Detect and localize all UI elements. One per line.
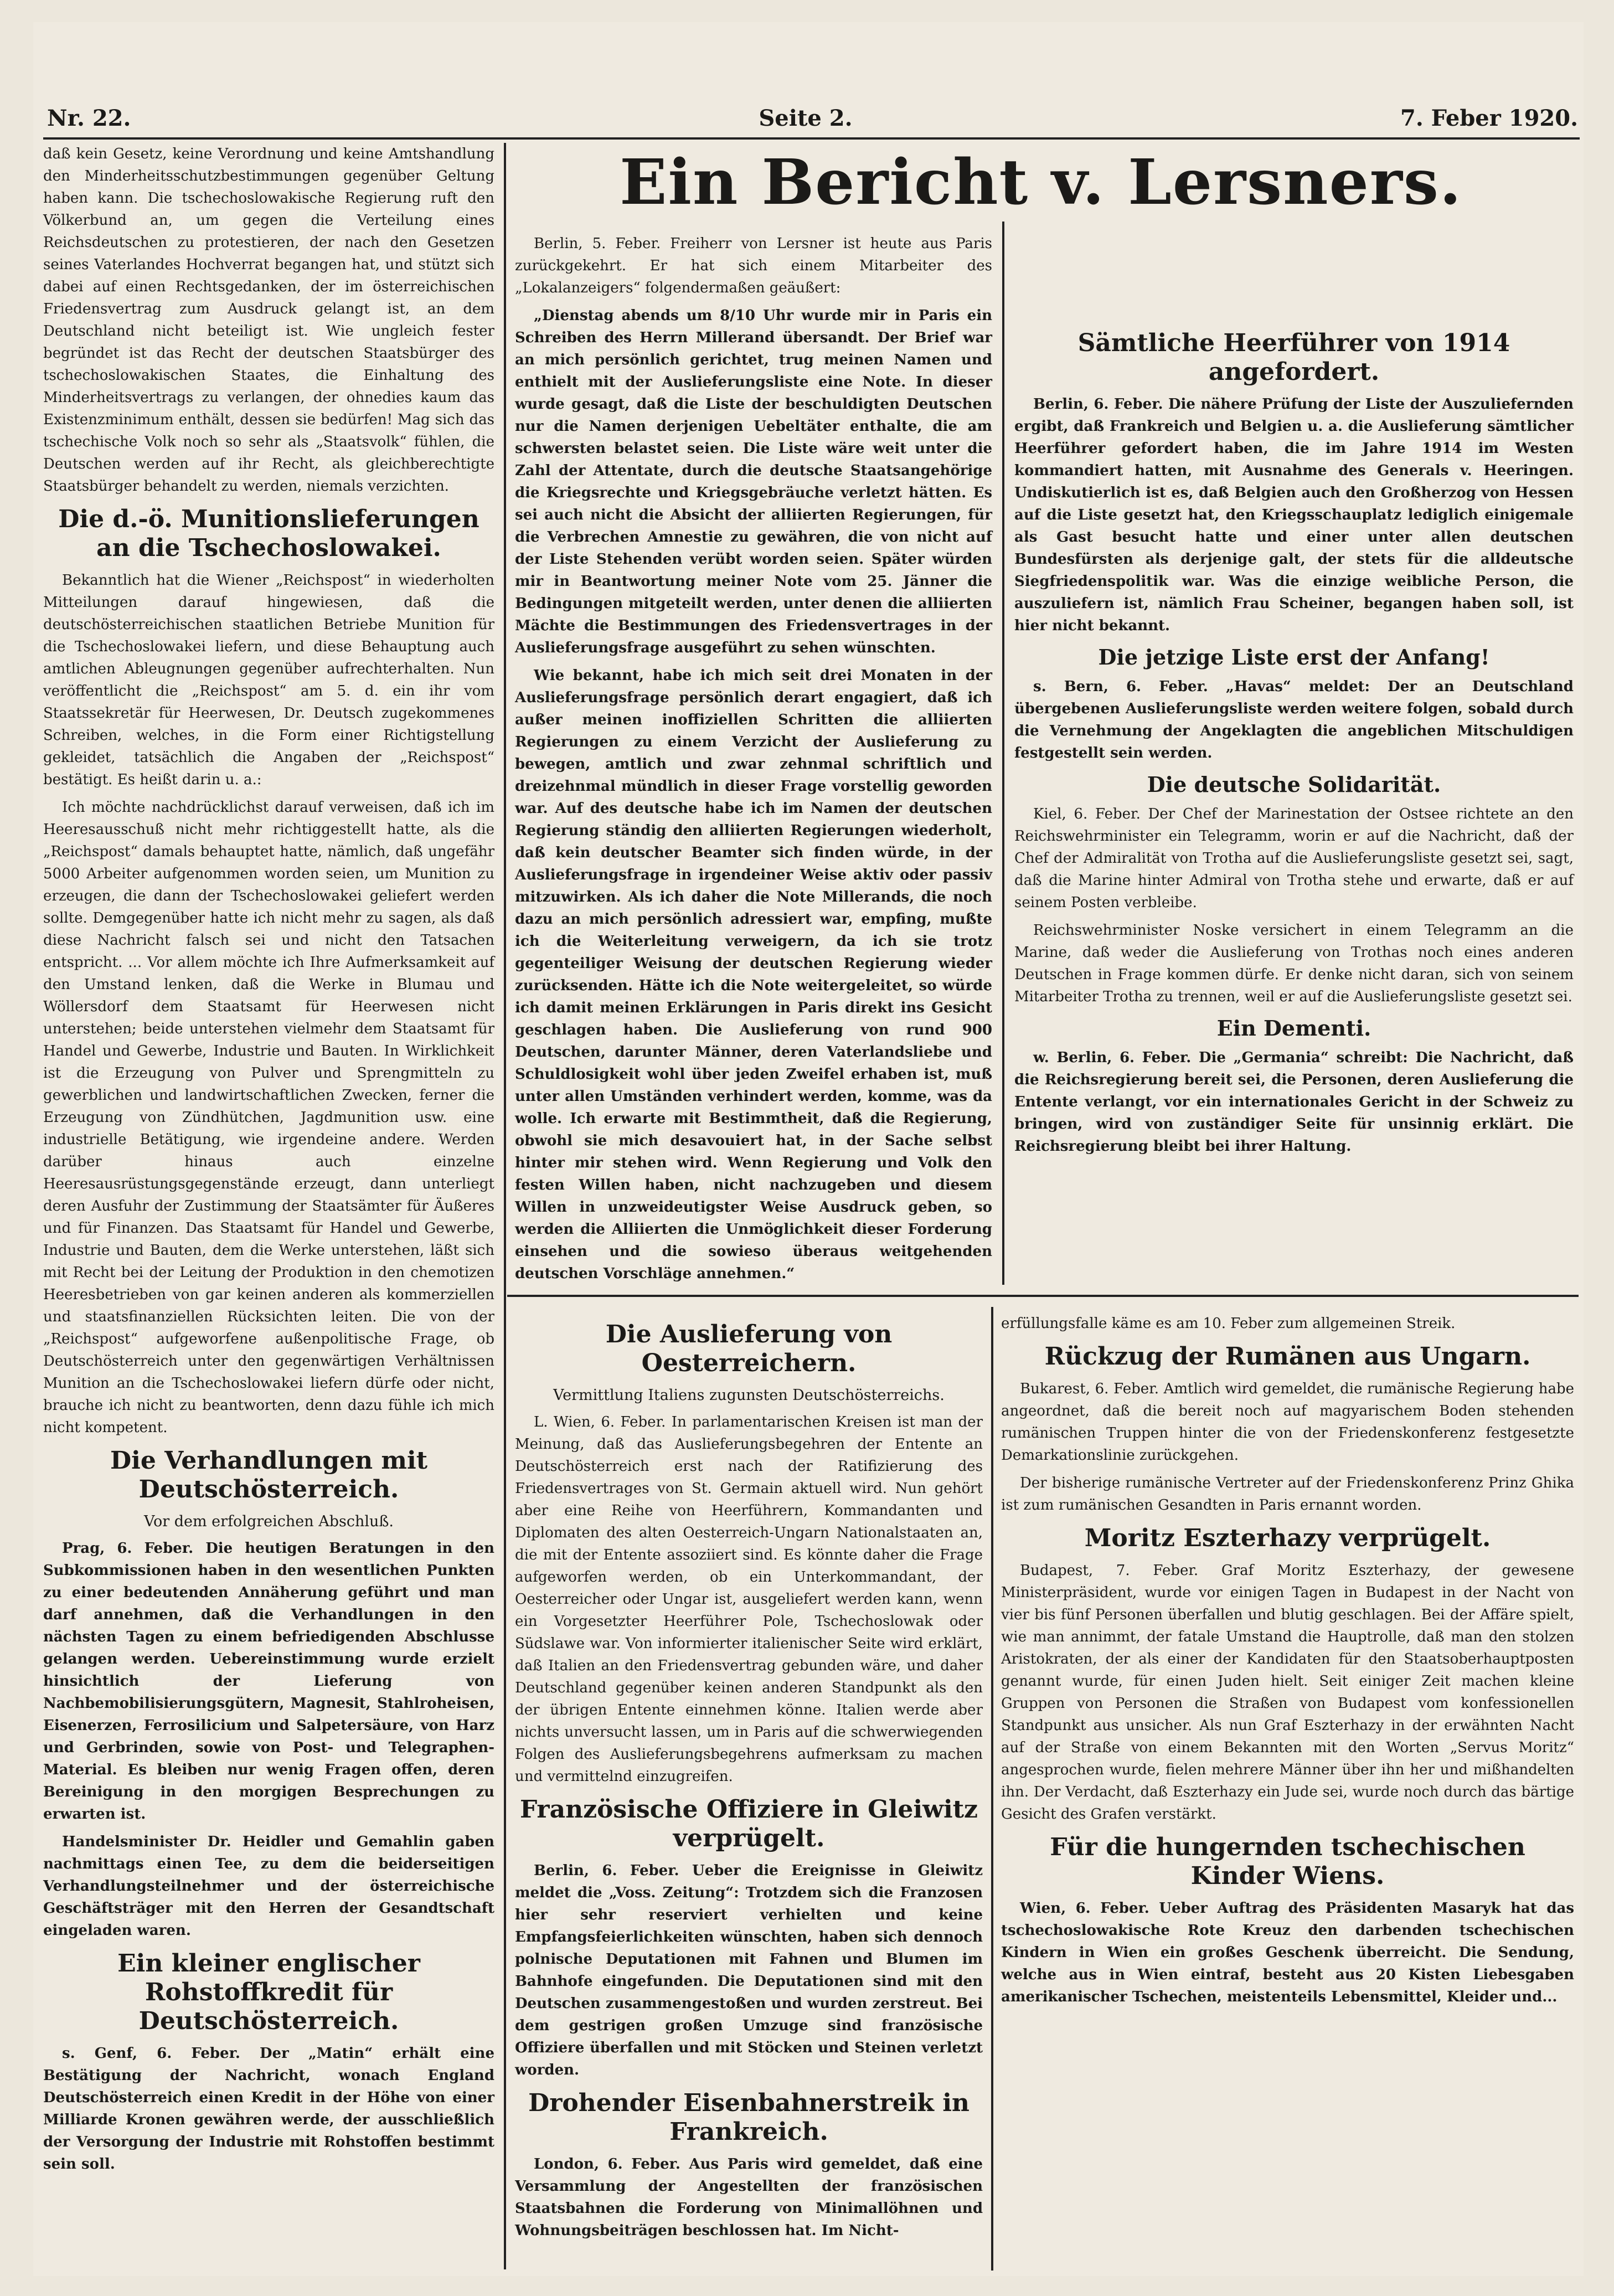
article-title-oesterreicher: Die Auslieferung von Oesterreichern. — [605, 1320, 893, 1377]
article-paragraph: s. Genf, 6. Feber. Der „Matin“ erhält eine Bestätigung der Nachricht, wonach England Deutschösterreich einen Kredit in der Höhe von einer Milliarde Kronen gewähren werde, der ausschließlich der Versorgung der Industrie mit Rohstoffen bestimmt sein soll. — [43, 2045, 494, 2173]
article-paragraph: Bekanntlich hat die Wiener „Reichspost“ in wiederholten Mitteilungen darauf hingewiesen, daß die deutschösterreichischen staatlichen Betriebe Munition für die Tschechoslowakei liefern, und diese Behauptung auch amtlichen Ableugnungen gegenüber aufrechterhalten. Nun veröffentlicht die „Reichspost“ am 5. d. ein ihr vom Staatssekretär für Heerwesen, Dr. Deutsch zugekommenes Schreiben, welches, in die Form einer Richtigstellung gekleidet, tatsächlich die Angaben der „Reichspost“ bestätigt. Es heißt darin u. a.: — [43, 572, 494, 788]
article-title-rumaenen: Rückzug der Rumänen aus Ungarn. — [1044, 1342, 1531, 1371]
article-title-liste: Die jetzige Liste erst der Anfang! — [1098, 645, 1490, 670]
article-subtitle: Vor dem erfolgreichen Abschluß. — [143, 1513, 394, 1530]
article-paragraph: Reichswehrminister Noske versichert in einem Telegramm an die Marine, daß weder die Auslieferung von Trothas noch eines anderen Deutschen in Frage kommen dürfe. Er denke nicht daran, sich von seinem Mitarbeiter Trotha zu trennen, weil er auf die Auslieferungsliste gesetzt sei. — [1014, 922, 1574, 1005]
article-title-gleiwitz: Französische Offiziere in Gleiwitz verprügelt. — [519, 1795, 978, 1852]
article-paragraph: Ich möchte nachdrücklichst darauf verweisen, daß ich im Heeresausschuß nicht mehr richtiggestellt hatte, als die „Reichspost“ damals behauptet hatte, nämlich, daß ungefähr 5000 Arbeiter aufgenommen worden seien, um Munition zu erzeugen, die dann der Tschechoslowakei geliefert werden sollte. Demgegenüber hatte ich nicht mehr zu sagen, als daß diese Nachricht falsch sei und nicht den Tatsachen entspricht. ... Vor allem möchte ich Ihre Aufmerksamkeit auf den Umstand lenken, daß die Werke in Blumau und Wöllersdorf dem Staatsamt für Heerwesen nicht unterstehen; beide unterstehen vielmehr dem Staatsamt für Handel und Gewerbe, Industrie und Bauten. In Wirklichkeit ist die Erzeugung von Pulver und Sprengmitteln zu gewerblichen und landwirtschaftlichen Zwecken, ferner die Erzeugung von Zündhütchen, Jagdmunition usw. eine industrielle Betätigung, wie irgendeine andere. Werden darüber hinaus auch einzelne Heeresausrüstungsgegenstände erzeugt, dann unterliegt deren Ausfuhr der Zustimmung der Staatsämter für Äußeres und für Finanzen. Das Staatsamt für Handel und Gewerbe, Industrie und Bauten, dem die Werke unterstehen, läßt sich mit Recht bei der Leitung der Produktion in den chemotizen Heeresbetrieben von gar keinen anderen als kommerziellen und staatsfinanziellen Rücksichten leiten. Die von der „Reichspost“ aufgeworfene außenpolitische Frage, ob Deutschösterreich unter den gegenwärtigen Verhältnissen Munition an die Tschechoslowakei liefern dürfe oder nicht, brauche ich nicht zu beantworten, denn dazu fühle ich mich nicht kompetent. — [43, 799, 494, 1436]
article-paragraph: Bukarest, 6. Feber. Amtlich wird gemeldet, die rumänische Regierung habe angeordnet, daß die bereit noch auf magyarischem Boden stehenden rumänischen Truppen hinter die von der Friedenskonferenz festgesetzte Demarkationslinie zurückgehen. — [1001, 1381, 1574, 1464]
article-paragraph: Berlin, 6. Feber. Die nähere Prüfung der Liste der Auszuliefernden ergibt, daß Frankreich und Belgien u. a. die Auslieferung sämtlicher Heerführer gefordert haben, die im Jahre 1914 im Westen kommandiert hatten, mit Ausnahme des Generals v. Heeringen. Undiskutierlich ist es, daß Belgien auch den Großherzog von Hessen auf die Liste gesetzt hat, den Kriegsschauplatz lediglich einigemale als Gast besucht hatte und einer unter allen deutschen Bundesfürsten als derjenige galt, der stets für die alldeutsche Siegfriedenspolitik war. Was die einzige weibliche Person, die auszuliefern ist, nämlich Frau Scheiner, begangen haben soll, ist hier nicht bekannt. — [1014, 396, 1574, 634]
article-paragraph: Handelsminister Dr. Heidler und Gemahlin gaben nachmittags einen Tee, zu dem die beiderseitigen Verhandlungsteilnehmer und der österreichische Geschäftsträger mit den Herren der Gesandtschaft eingeladen waren. — [43, 1834, 494, 1939]
continued-paragraph: erfüllungsfalle käme es am 10. Feber zum allgemeinen Streik. — [1001, 1315, 1456, 1332]
article-paragraph: s. Bern, 6. Feber. „Havas“ meldet: Der an Deutschland übergebenen Auslieferungsliste werden weitere folgen, sobald durch die Vernehmung der Angeklagten die angeblichen Mitschuldigen festgestellt sein werden. — [1014, 678, 1574, 761]
section-rule — [507, 1295, 1579, 1297]
header-rule — [43, 137, 1580, 140]
article-title-eisenbahnerstreik: Drohender Eisenbahnerstreik in Frankreich. — [528, 2089, 970, 2146]
article-title-eszterhazy: Moritz Eszterhazy verprügelt. — [1084, 1524, 1491, 1552]
article-paragraph: Budapest, 7. Feber. Graf Moritz Eszterhazy, der gewesene Ministerpräsident, wurde vor einigen Tagen in Budapest in der Nacht von vier bis fünf Personen überfallen und blutig geschlagen. Bei der Affäre spielt, wie man annimmt, der fatale Umstand die Hauptrolle, daß man den stolzen Aristokraten, der als einer der Kandidaten für den Staatsoberhauptposten genannt wurde, für einen Juden hielt. Seit einiger Zeit machen kleine Gruppen von Personen die Straßen von Budapest vom konfessionellen Standpunkt aus unsicher. Als nun Graf Eszterhazy in der erwähnten Nacht auf der Straße von einem Bekannten mit den Worten „Servus Moritz“ angesprochen wurde, fielen mehrere Männer über ihn her und mißhandelten ihn. Der Verdacht, daß Eszterhazy ein Jude sei, wurde noch durch das bärtige Gesicht des Grafen verstärkt. — [1001, 1562, 1574, 1823]
issue-date: 7. Feber 1920. — [1400, 105, 1578, 131]
article-paragraph: Berlin, 5. Feber. Freiherr von Lersner ist heute aus Paris zurückgekehrt. Er hat sich einem Mitarbeiter des „Lokalanzeigers“ folgendermaßen geäußert: — [515, 235, 992, 296]
column-3-top — [1014, 321, 1574, 1163]
column-rule-2b — [991, 1307, 993, 2271]
article-paragraph: w. Berlin, 6. Feber. Die „Germania“ schreibt: Die Nachricht, daß die Reichsregierung bereit sei, die Personen, deren Auslieferung die Entente verlangt, vor ein internationales Gericht in der Schweiz zu bringen, wird von zuständiger Seite für unsinnig erklärt. Die Reichsregierung bleibt bei ihrer Haltung. — [1014, 1049, 1574, 1155]
column-rule-1 — [504, 143, 506, 2269]
main-headline: Ein Bericht v. Lersners. — [620, 146, 1462, 219]
article-title-heerfuehrer: Sämtliche Heerführer von 1914 angefordert. — [1077, 329, 1510, 386]
article-paragraph: Prag, 6. Feber. Die heutigen Beratungen in den Subkommissionen haben in den wesentlichen Punkten zu einer bedeutenden Annäherung geführt und man darf annehmen, daß die Verhandlungen in den nächsten Tagen zu einem befriedigenden Abschlusse gelangen werden. Uebereinstimmung wurde erzielt hinsichtlich der Lieferung von Nachbemobilisierungsgütern, Magnesit, Stahlroheisen, Eisenerzen, Ferrosilicium und Salpetersäure, von Harz und Gerbrinden, sowie von Post- und Telegraphen-Material. Es bleiben nur wenig Fragen offen, deren Bereinigung in den morgigen Besprechungen zu erwarten ist. — [43, 1540, 494, 1823]
article-title-solidaritaet: Die deutsche Solidarität. — [1147, 772, 1441, 797]
article-paragraph: Berlin, 6. Feber. Ueber die Ereignisse in Gleiwitz meldet die „Voss. Zeitung“: Trotzdem sich die Franzosen hier sehr reserviert verhielten und keine Empfangsfeierlichkeiten wünschten, haben sich dennoch polnische Deputationen mit Fahnen und Blumen im Bahnhofe eingefunden. Die Deputationen sind mit den Deutschen zusammengestoßen und wurden zerstreut. Bei dem gestrigen großen Umzuge sind französische Offiziere überfallen und mit Stöcken und Steinen verletzt worden. — [515, 1862, 983, 2078]
column-2-bottom — [515, 1312, 983, 2247]
issue-number: Nr. 22. — [47, 105, 131, 131]
column-3-bottom — [1001, 1312, 1574, 2014]
article-paragraph: Wien, 6. Feber. Ueber Auftrag des Präsidenten Masaryk hat das tschechoslowakische Rote Kreuz den darbenden tschechischen Kindern in Wien ein großes Geschenk überreicht. Die Sendung, welche aus in Wien eintraf, besteht aus 20 Kisten Liebesgaben amerikanischer Tschechen, meistenteils Lebensmittel, Kleider und... — [1001, 1900, 1574, 2005]
article-title-verhandlungen: Die Verhandlungen mit Deutschösterreich. — [110, 1446, 428, 1504]
column-2-top — [515, 233, 992, 1290]
article-paragraph: L. Wien, 6. Feber. In parlamentarischen Kreisen ist man der Meinung, daß das Auslieferungsbegehren der Entente an Deutschösterreich erst nach der Ratifizierung des Friedensvertrages von St. Germain aktuell wird. Nun gehört aber eine Reihe von Heerführern, Kommandanten und Diplomaten des alten Oesterreich-Ungarn Nationalstaaten an, die mit der Entente assoziiert sind. Es könnte daher die Frage aufgeworfen werden, ob ein Unterkommandant, der Oesterreicher oder Ungar ist, ausgeliefert werden kann, wenn ein Vorgesetzter Heerführer Pole, Tschechoslowak oder Südslawe war. Von informierter italienischer Seite wird erklärt, daß Italien an den Friedensvertrag gebunden wäre, und daher Deutschland gegenüber keinen anderen Standpunkt als den der übrigen Entente einnehmen könne. Italien werde aber nichts unversucht lassen, um in Paris auf die schwerwiegenden Folgen des Auslieferungsbegehrens aufmerksam zu machen und vermittelnd einzugreifen. — [515, 1414, 983, 1785]
article-paragraph: Der bisherige rumänische Vertreter auf der Friedenskonferenz Prinz Ghika ist zum rumänischen Gesandten in Paris ernannt worden. — [1001, 1475, 1574, 1513]
page-number: Seite 2. — [759, 105, 853, 131]
article-title-munition: Die d.-ö. Munitionslieferungen an die Tschechoslowakei. — [58, 505, 479, 562]
article-title-kinder: Für die hungernden tschechischen Kinder Wiens. — [1050, 1833, 1525, 1890]
article-paragraph: Wie bekannt, habe ich mich seit drei Monaten in der Auslieferungsfrage persönlich derart engagiert, daß ich außer meinen inoffiziellen Schritten die alliierten Regierungen zu einem Verzicht der Auslieferung zu bewegen, amtlich und zwar zehnmal schriftlich und dreizehnmal mündlich in dieser Frage vorstellig geworden war. Auf des deutsche habe ich im Namen der deutschen Regierung ständig den alliierten Regierungen wiederholt, daß kein deutscher Beamter sich finden würde, in der Auslieferungsfrage in irgendeiner Weise aktiv oder passiv mitzuwirken. Als ich daher die Note Millerands, die noch dazu an mich persönlich adressiert war, empfing, mußte ich die Weiterleitung verweigern, da ich sie trotz gegenteiliger Weisung der deutschen Regierung wieder zurücksenden. Hätte ich die Note weitergeleitet, so würde ich damit meinen Erklärungen in Paris direkt ins Gesicht geschlagen haben. Die Auslieferung von rund 900 Deutschen, darunter Männer, deren Vaterlandsliebe und Schuldlosigkeit wohl über jeden Zweifel erhaben ist, muß unter allen Umständen verhindert werden, komme, was da wolle. Ich erwarte mit Bestimmtheit, daß die Regierung, obwohl sie mich desavouiert hat, in der Sache selbst hinter mir stehen wird. Wenn Regierung und Volk den festen Willen haben, nicht nachzugeben und diesem Willen in unzweideutigster Weise Ausdruck geben, so werden die Alliierten die Unmöglichkeit dieser Forderung einsehen und die sowieso überaus weitgehenden deutschen Vorschläge annehmen.“ — [515, 667, 992, 1282]
column-rule-2a — [1002, 222, 1004, 1285]
article-subtitle: Vermittlung Italiens zugunsten Deutschösterreichs. — [553, 1387, 945, 1404]
article-title-dementi: Ein Dementi. — [1216, 1016, 1371, 1041]
column-1 — [43, 143, 494, 2181]
article-title-rohstoffkredit: Ein kleiner englischer Rohstoffkredit für Deutschösterreich. — [117, 1949, 420, 2035]
intro-paragraph: daß kein Gesetz, keine Verordnung und keine Amtshandlung den Minderheitsschutzbestimmungen gegenüber Geltung haben kann. Die tschechoslowakische Regierung ruft den Völkerbund an, um gegen die Verteilung eines Reichsdeutschen zu protestieren, der nach den Gesetzen seines Vaterlandes Hochverrat begangen hat, und stützt sich dabei auf einen Rechtsgedanken, der im österreichischen Friedensvertrag zum Ausdruck gelangt ist, an dem Deutschland nicht beteiligt ist. Wie ungleich fester begründet ist das Recht der deutschen Staatsbürger des tschechoslowakischen Staates, die Einhaltung des Minderheitsvertrags zu verlangen, der ohnedies kaum das Existenzminimum enthält, dessen sie bedürfen! Mag sich das tschechische Volk noch so sehr als „Staatsvolk“ fühlen, die Deutschen werden auf ihr Recht, als gleichberechtigte Staatsbürger behandelt zu werden, niemals verzichten. — [43, 146, 494, 495]
article-paragraph: „Dienstag abends um 8/10 Uhr wurde mir in Paris ein Schreiben des Herrn Millerand übersandt. Der Brief war an mich persönlich gerichtet, trug meinen Namen und enthielt mit der Auslieferungsliste eine Note. In dieser wurde gesagt, daß die Liste der beschuldigten Deutschen nur die Namen derjenigen Uebeltäter enthalte, die am schwersten belastet seien. Die Liste wäre weit unter die Zahl der Attentate, durch die deutsche Staatsangehörige die Kriegsrechte und Kriegsgebräuche verletzt hätten. Es sei auch nicht die Absicht der alliierten Regierungen, für die Verbrechen Amnestie zu gewähren, die von nicht auf der Liste Stehenden verübt worden seien. Später würden mir in Beantwortung meiner Note vom 25. Jänner die Bedingungen mitgeteilt werden, unter denen die alliierten Mächte die Bestimmungen des Friedensvertrages in der Auslieferungsfrage ausgeführt zu sehen wünschten. — [515, 307, 992, 656]
article-paragraph: London, 6. Feber. Aus Paris wird gemeldet, daß eine Versammlung der Angestellten der französischen Staatsbahnen die Forderung von Minimallöhnen und Wohnungsbeiträgen beschlossen hat. Im Nicht- — [515, 2156, 983, 2239]
article-paragraph: Kiel, 6. Feber. Der Chef der Marinestation der Ostsee richtete an den Reichswehrminister ein Telegramm, worin er auf die Nachricht, daß der Chef der Admiralität von Trotha auf die Auslieferungsliste gesetzt sei, sagt, daß die Marine hinter Admiral von Trotha stehe und erwarte, daß er auf seinem Posten verbleibe. — [1014, 806, 1574, 911]
